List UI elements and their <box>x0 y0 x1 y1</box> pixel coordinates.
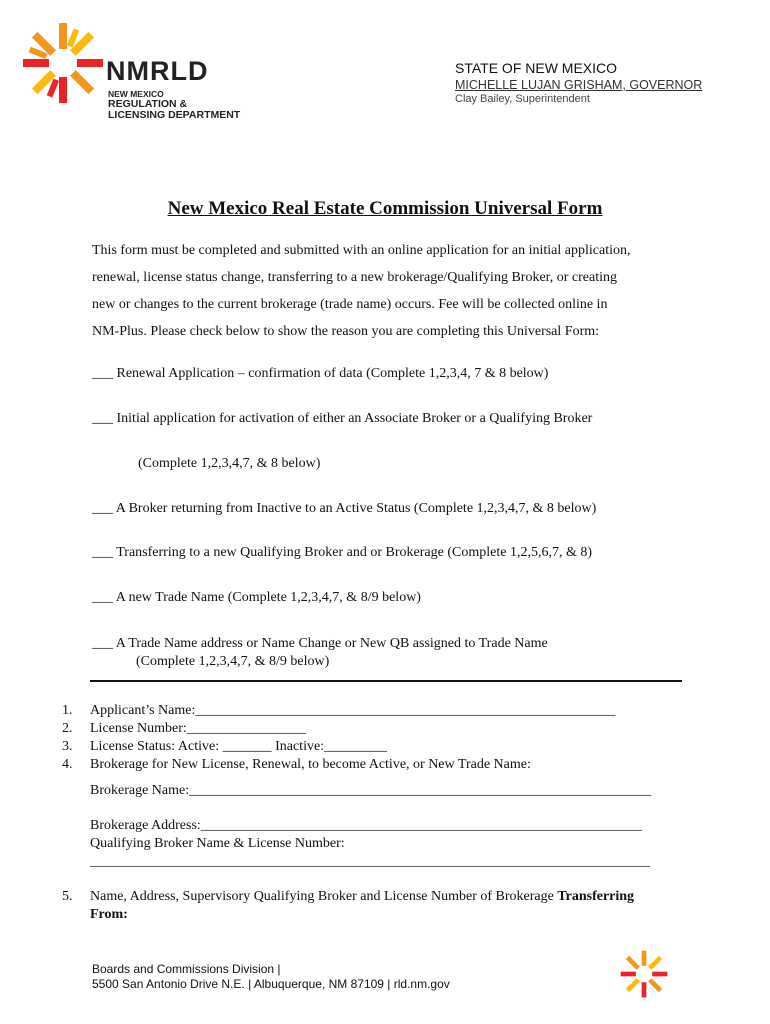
field-number: 5. <box>62 889 73 904</box>
field-brokerage-name[interactable]: Brokerage Name:__________________________________________________________________ <box>90 783 652 798</box>
option-initial-application-detail: (Complete 1,2,3,4,7, & 8 below) <box>138 456 321 471</box>
field-label: Applicant’s Name:____________________________________________________________ <box>90 703 616 718</box>
logo-subtitle-department: LICENSING DEPARTMENT <box>108 109 241 121</box>
option-new-trade-name[interactable]: ___ A new Trade Name (Complete 1,2,3,4,7, & 8/9 below) <box>92 590 421 605</box>
field-number: 2. <box>62 721 73 736</box>
governor-line: MICHELLE LUJAN GRISHAM, GOVERNOR <box>455 78 703 92</box>
logo-wordmark: NMRLD <box>106 56 209 86</box>
field-label: License Number:_________________ <box>90 721 306 736</box>
field-label: License Status: Active: _______ Inactive:_________ <box>90 739 388 754</box>
option-trade-name-change-detail: (Complete 1,2,3,4,7, & 8/9 below) <box>136 654 330 669</box>
field-label: Brokerage for New License, Renewal, to become Active, or New Trade Name: <box>90 757 531 772</box>
footer-division: Boards and Commissions Division | <box>92 962 281 976</box>
field-applicant-name[interactable] <box>62 703 615 719</box>
field-qb-name-line[interactable]: ________________________________________________________________________________ <box>90 854 650 869</box>
section-divider <box>90 680 682 682</box>
option-transferring[interactable]: ___ Transferring to a new Qualifying Broker and or Brokerage (Complete 1,2,5,6,7, & 8) <box>92 545 593 560</box>
intro-line: renewal, license status change, transferring to a new brokerage/Qualifying Broker, or creating <box>92 270 618 285</box>
field-brokerage-heading <box>62 757 531 773</box>
superintendent-line: Clay Bailey, Superintendent <box>455 93 590 105</box>
field-label-bold-continued: From: <box>90 907 128 922</box>
footer-address: 5500 San Antonio Drive N.E. | Albuquerque, NM 87109 | rld.nm.gov <box>92 977 450 991</box>
field-license-number[interactable] <box>62 721 306 737</box>
field-transferring-from <box>62 889 634 905</box>
footer-logo-icon <box>620 950 668 998</box>
option-inactive-to-active[interactable]: ___ A Broker returning from Inactive to an Active Status (Complete 1,2,3,4,7, & 8 below) <box>92 501 597 516</box>
form-title: New Mexico Real Estate Commission Universal Form <box>167 198 603 219</box>
field-license-status[interactable] <box>62 739 387 755</box>
field-qb-name-label: Qualifying Broker Name & License Number: <box>90 836 345 851</box>
field-number: 3. <box>62 739 73 754</box>
intro-line: This form must be completed and submitted with an online application for an initial application, <box>92 243 631 258</box>
intro-line: NM-Plus. Please check below to show the reason you are completing this Universal Form: <box>92 324 600 339</box>
logo-subtitle-state: NEW MEXICO <box>108 89 164 99</box>
intro-paragraph <box>92 237 692 345</box>
state-heading: STATE OF NEW MEXICO <box>455 60 618 76</box>
field-label: Name, Address, Supervisory Qualifying Broker and License Number of Brokerage <box>90 889 558 904</box>
field-brokerage-address[interactable]: Brokerage Address:_______________________________________________________________ <box>90 818 642 833</box>
option-trade-name-change[interactable]: ___ A Trade Name address or Name Change or New QB assigned to Trade Name <box>92 636 548 651</box>
field-number: 1. <box>62 703 73 718</box>
option-initial-application[interactable]: ___ Initial application for activation of either an Associate Broker or a Qualifying Broker <box>92 411 593 426</box>
nmrld-logo-icon <box>22 22 104 104</box>
field-label-bold: Transferring <box>557 889 635 904</box>
intro-line: new or changes to the current brokerage (trade name) occurs. Fee will be collected online in <box>92 297 608 312</box>
field-number: 4. <box>62 757 73 772</box>
logo-subtitle-regulation: REGULATION & <box>108 98 188 110</box>
option-renewal[interactable]: ___ Renewal Application – confirmation of data (Complete 1,2,3,4, 7 & 8 below) <box>92 366 549 381</box>
